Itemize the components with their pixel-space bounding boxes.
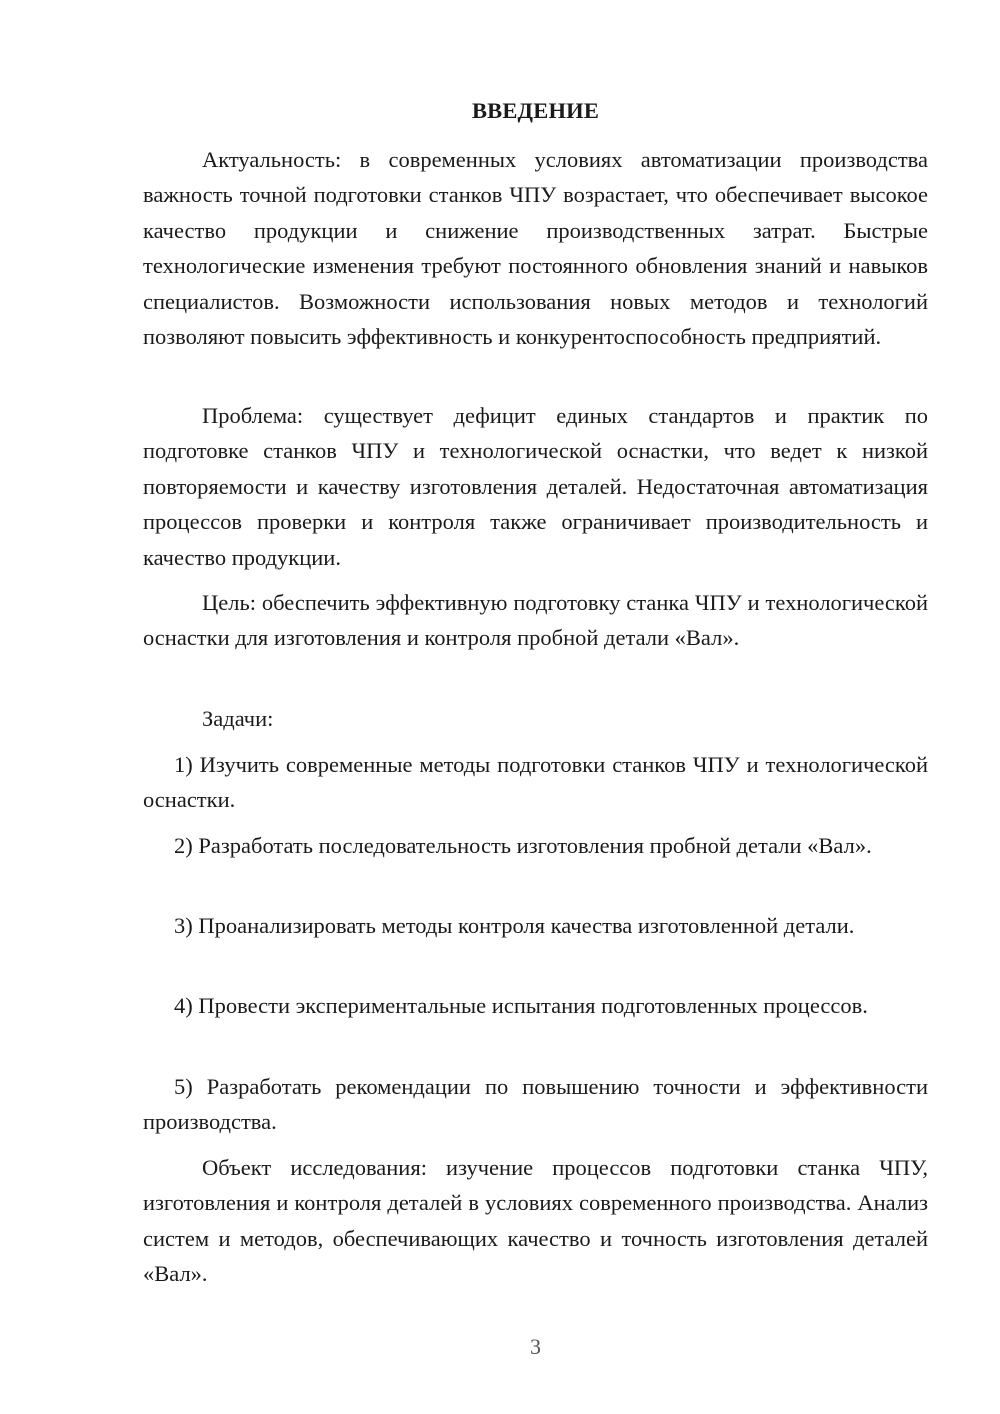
task-item-2: 2) Разработать последовательность изготовления пробной детали «Вал». <box>174 833 872 858</box>
document-page <box>143 0 928 1414</box>
object-paragraph: Объект исследования: изучение процессов подготовки станка ЧПУ, изготовления и контроля деталей в условиях современного производства. Анализ систем и методов, обеспечивающих качество и точность изготовления деталей «Вал». <box>143 1155 928 1287</box>
task-item-3: 3) Проанализировать методы контроля качества изготовленной детали. <box>174 913 855 938</box>
tasks-label: Задачи: <box>202 706 274 731</box>
page-number: 3 <box>530 1334 541 1359</box>
task-item-1: 1) Изучить современные методы подготовки станков ЧПУ и технологической оснастки. <box>143 752 928 813</box>
goal-paragraph: Цель: обеспечить эффективную подготовку станка ЧПУ и технологической оснастки для изготовления и контроля пробной детали «Вал». <box>143 590 928 651</box>
relevance-paragraph: Актуальность: в современных условиях автоматизации производства важность точной подготовки станков ЧПУ возрастает, что обеспечивает высокое качество продукции и снижение производственных затрат. Быстрые технологические изменения требуют постоянного обновления знаний и навыков специалистов. Возможности использования новых методов и технологий позволяют повысить эффективность и конкурентоспособность предприятий. <box>143 147 928 350</box>
problem-paragraph: Проблема: существует дефицит единых стандартов и практик по подготовке станков ЧПУ и технологической оснастки, что ведет к низкой повторяемости и качеству изготовления деталей. Недостаточная автоматизация процессов проверки и контроля также ограничивает производительность и качество продукции. <box>143 403 928 570</box>
task-item-5: 5) Разработать рекомендации по повышению точности и эффективности производства. <box>143 1074 928 1135</box>
task-item-4: 4) Провести экспериментальные испытания подготовленных процессов. <box>174 993 868 1018</box>
section-heading: ВВЕДЕНИЕ <box>471 98 600 123</box>
